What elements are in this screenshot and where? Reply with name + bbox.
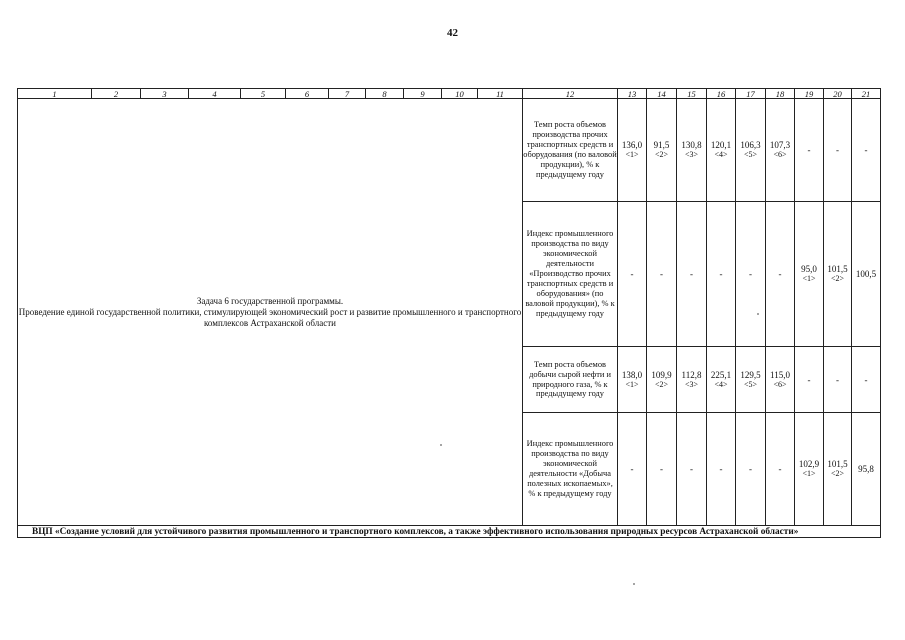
value-cell (736, 413, 766, 526)
value-cell (852, 413, 881, 526)
value-cell (824, 347, 852, 413)
value: - (807, 374, 811, 385)
note-ref: <3> (684, 379, 699, 389)
value: 130,8 (681, 140, 702, 150)
note-ref: <2> (654, 379, 669, 389)
value-cell (766, 413, 795, 526)
header-row (18, 89, 881, 99)
value-cell (677, 99, 707, 202)
value: 120,1 (710, 140, 732, 150)
value-cell (824, 202, 852, 347)
value-cell (647, 347, 677, 413)
value: - (630, 464, 634, 474)
value: - (660, 464, 663, 474)
value: 95,0 (801, 264, 817, 274)
value: 138,0 (621, 369, 643, 380)
value-cell (618, 99, 647, 202)
note-ref: <4> (714, 379, 728, 389)
indicator-name: Индекс промышленного производства по виду экономической деятельности «Производство прочих транспортных средств и оборудования» (по валовой продукции), % к предыдущему году (523, 202, 618, 347)
value-cell (852, 202, 881, 347)
note-ref: <5> (743, 150, 758, 159)
note-ref: <6> (773, 150, 787, 159)
value: 100,5 (855, 269, 877, 279)
value: 91,5 (653, 140, 670, 150)
header-cell: 8 (366, 89, 404, 99)
value-cell (618, 202, 647, 347)
value-cell (707, 413, 736, 526)
header-cell: 17 (736, 89, 766, 99)
value: 95,8 (858, 464, 874, 474)
header-cell: 3 (141, 89, 189, 99)
value-cell (677, 413, 707, 526)
scan-speck (440, 444, 442, 446)
header-cell: 1 (18, 89, 92, 99)
value: - (660, 269, 663, 279)
value-cell (852, 99, 881, 202)
value-cell (795, 413, 824, 526)
value-cell (618, 347, 647, 413)
value: - (719, 464, 723, 474)
header-cell: 4 (189, 89, 241, 99)
value-cell (707, 347, 736, 413)
task-title: Задача 6 государственной программы. (196, 295, 344, 306)
note-ref: <1> (625, 150, 639, 159)
value: - (749, 269, 752, 279)
value-cell (677, 347, 707, 413)
header-cell: 20 (824, 89, 852, 99)
note-ref: <2> (654, 150, 669, 159)
value-cell (707, 99, 736, 202)
header-cell: 2 (92, 89, 141, 99)
value-cell (766, 99, 795, 202)
value-cell (677, 202, 707, 347)
header-cell: 6 (286, 89, 329, 99)
header-cell: 16 (707, 89, 736, 99)
page-number: 42 (447, 27, 458, 39)
header-cell: 5 (241, 89, 286, 99)
value: - (690, 464, 693, 474)
scan-speck (757, 313, 759, 315)
value: 106,3 (740, 140, 761, 150)
value: 109,9 (651, 369, 672, 380)
value: - (864, 374, 868, 385)
value-cell (736, 202, 766, 347)
value-cell (824, 413, 852, 526)
value: - (778, 269, 782, 279)
value-cell (795, 347, 824, 413)
value: - (836, 145, 839, 155)
note-ref: <6> (773, 379, 787, 389)
header-cell: 15 (677, 89, 707, 99)
program-footer: ВЦП «Создание условий для устойчивого развития промышленного и транспортного комплексов, а также эффективного использования природных ресурсов Астраханской области» (18, 526, 881, 538)
value-cell (707, 202, 736, 347)
header-cell: 10 (442, 89, 478, 99)
value-cell (736, 99, 766, 202)
value-cell (766, 202, 795, 347)
indicator-name: Темп роста объемов производства прочих транспортных средств и оборудования (по валовой продукции), % к предыдущему году (523, 99, 618, 202)
header-cell: 14 (647, 89, 677, 99)
value: - (864, 145, 868, 155)
task-subtitle: Проведение единой государственной политики, стимулирующей экономический рост и развитие промышленного и транспортного комплексов Астраханской области (18, 306, 522, 328)
header-cell: 7 (329, 89, 366, 99)
value: 225,1 (710, 369, 732, 380)
note-ref: <4> (714, 150, 728, 159)
value: - (807, 145, 811, 155)
value: - (719, 269, 723, 279)
value-cell (618, 413, 647, 526)
header-cell: 13 (618, 89, 647, 99)
indicator-name: Темп роста объемов добычи сырой нефти и природного газа, % к предыдущему году (523, 347, 618, 413)
value-cell (824, 99, 852, 202)
header-cell: 18 (766, 89, 795, 99)
value-cell (795, 99, 824, 202)
value: 115,0 (770, 369, 790, 380)
program-table (17, 88, 881, 538)
header-cell: 21 (852, 89, 881, 99)
note-ref: <2> (830, 469, 845, 478)
indicator-row (18, 99, 881, 202)
value: 129,5 (740, 369, 761, 380)
value: 101,5 (827, 459, 848, 469)
value-cell (647, 413, 677, 526)
value: 112,8 (681, 369, 702, 380)
note-ref: <2> (830, 274, 845, 283)
note-ref: <3> (684, 150, 699, 159)
value: 101,5 (827, 264, 848, 274)
value: 136,0 (621, 140, 643, 150)
header-cell: 12 (523, 89, 618, 99)
value-cell (736, 347, 766, 413)
note-ref: <1> (802, 274, 816, 283)
value: - (778, 464, 782, 474)
value-cell (766, 347, 795, 413)
value: - (749, 464, 752, 474)
value: - (690, 269, 693, 279)
header-cell: 11 (478, 89, 523, 99)
value: - (836, 374, 839, 385)
header-cell: 19 (795, 89, 824, 99)
indicator-name: Индекс промышленного производства по виду экономической деятельности «Добыча полезных ископаемых», % к предыдущему году (523, 413, 618, 526)
value-cell (852, 347, 881, 413)
value: - (630, 269, 634, 279)
header-cell: 9 (404, 89, 442, 99)
value: 107,3 (769, 140, 791, 150)
value-cell (795, 202, 824, 347)
note-ref: <1> (802, 469, 816, 478)
value-cell (647, 99, 677, 202)
value-cell (647, 202, 677, 347)
task-description (18, 99, 523, 526)
value: 102,9 (798, 459, 820, 469)
note-ref: <1> (625, 379, 639, 389)
scan-speck (633, 583, 635, 585)
note-ref: <5> (743, 379, 758, 389)
footer-row (18, 526, 881, 538)
